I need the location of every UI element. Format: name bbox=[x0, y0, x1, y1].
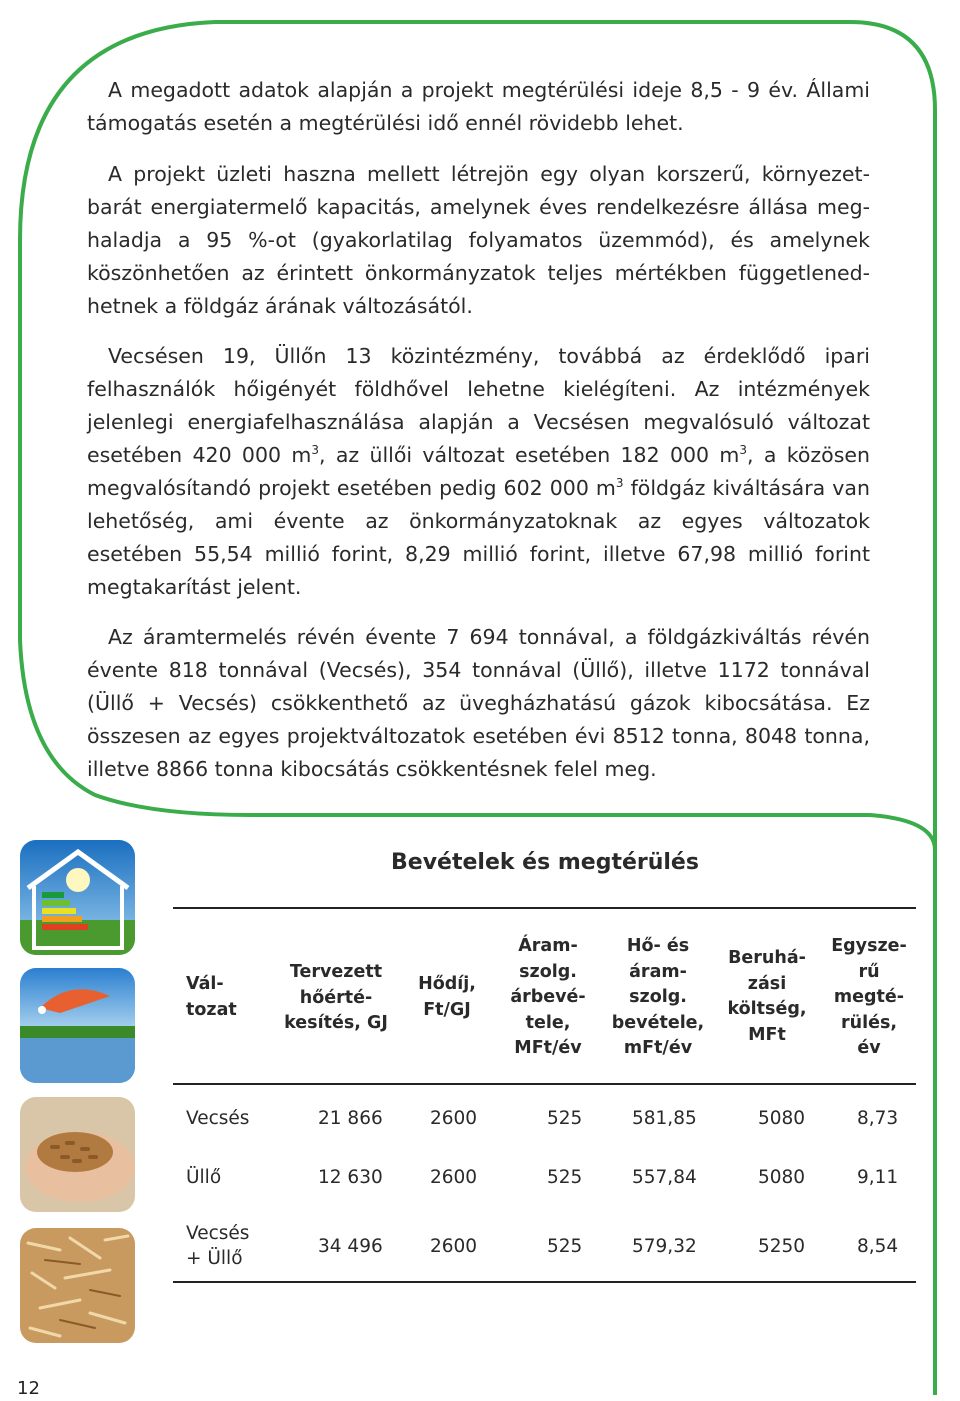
text-line: Az áramtermelés révén évente 7 694 tonnával, a földgázkiváltás révén bbox=[108, 625, 870, 649]
table-cell: 525 bbox=[547, 1167, 583, 1188]
table-cell: 557,84 bbox=[632, 1167, 697, 1188]
table-cell: 8,54 bbox=[857, 1236, 899, 1257]
table-cell: 2600 bbox=[430, 1236, 478, 1257]
table-cell: 5080 bbox=[758, 1167, 806, 1188]
table-header-rule bbox=[173, 1083, 916, 1085]
text-line: A projekt üzleti haszna mellett létrejön egy olyan korszerű, környezet- bbox=[108, 162, 870, 186]
text-line bbox=[87, 472, 870, 505]
page-number: 12 bbox=[17, 1378, 40, 1399]
text-line: A megadott adatok alapján a projekt megtérülési ideje 8,5 - 9 év. Állami bbox=[108, 78, 870, 102]
text-line: Vecsésen 19, Üllőn 13 közintézmény, továbbá az érdeklődő ipari bbox=[108, 344, 870, 368]
paragraph-benefits bbox=[87, 158, 870, 323]
col-header-variant: Vál- tozat bbox=[186, 974, 237, 1020]
superscript: 3 bbox=[739, 443, 748, 458]
text-line: köszönhetően az érintett önkormányzatok teljes mértékben függetlened- bbox=[87, 261, 870, 285]
col-header-planned-heat: Tervezett hőérté- kesítés, GJ bbox=[284, 962, 388, 1033]
text-fragment: földgáz kiváltására van bbox=[623, 476, 870, 500]
col-header-investment-cost: Beruhá- zási költség, MFt bbox=[727, 948, 807, 1045]
table-row-ullo-variant: Üllő bbox=[186, 1167, 222, 1188]
text-line: lehetőség, ami évente az önkormányzatoknak az egyes változatok bbox=[87, 509, 870, 533]
text-fragment: , a közösen bbox=[747, 443, 870, 467]
table-cell: 5250 bbox=[758, 1236, 806, 1257]
table-cell: 2600 bbox=[430, 1108, 478, 1129]
table-cell: 579,32 bbox=[632, 1236, 697, 1257]
text-line: hetnek a földgáz árának változásától. bbox=[87, 294, 473, 318]
table-cell: 21 866 bbox=[318, 1108, 383, 1129]
text-line bbox=[87, 439, 870, 472]
text-line: jelenlegi energiafelhasználása alapján a Vecsésen megvalósuló változat bbox=[87, 410, 870, 434]
paragraph-emissions bbox=[87, 621, 870, 786]
table-cell: 8,73 bbox=[857, 1108, 899, 1129]
text-line: illetve 8866 tonna kibocsátás csökkentésnek felel meg. bbox=[87, 757, 657, 781]
text-fragment: megvalósítandó projekt esetében pedig 602 000 m bbox=[87, 476, 616, 500]
text-line: támogatás esetén a megtérülési idő ennél rövidebb lehet. bbox=[87, 111, 684, 135]
table-title: Bevételek és megtérülés bbox=[391, 850, 699, 875]
table-row-vecses-variant: Vecsés bbox=[186, 1108, 250, 1129]
text-line: megtakarítást jelent. bbox=[87, 575, 302, 599]
superscript: 3 bbox=[615, 476, 624, 491]
table-cell: 12 630 bbox=[318, 1167, 383, 1188]
table-top-rule bbox=[173, 907, 916, 909]
text-line: (Üllő + Vecsés) csökkenthető az üvegházhatású gázok kibocsátása. Ez bbox=[87, 691, 870, 715]
table-row-combined-variant: Vecsés + Üllő bbox=[186, 1223, 250, 1269]
text-line: évente 818 tonnával (Vecsés), 354 tonnával (Üllő), illetve 1172 tonnával bbox=[87, 658, 870, 682]
col-header-electricity-revenue: Áram- szolg. árbevé- tele, MFt/év bbox=[510, 936, 586, 1058]
superscript: 3 bbox=[311, 443, 319, 458]
table-cell: 581,85 bbox=[632, 1108, 697, 1129]
table-cell: 5080 bbox=[758, 1108, 806, 1129]
text-fragment: , az üllői változat esetében 182 000 m bbox=[318, 443, 740, 467]
energy-house-image bbox=[20, 840, 135, 955]
col-header-payback: Egysze- rű megté- rülés, év bbox=[831, 936, 907, 1058]
wood-pellets-image bbox=[20, 1097, 135, 1212]
text-line: esetében 55,54 millió forint, 8,29 millió forint, illetve 67,98 millió forint bbox=[87, 542, 870, 566]
nature-water-image bbox=[20, 968, 135, 1083]
col-header-heat-price: Hődíj, Ft/GJ bbox=[418, 974, 476, 1020]
text-line: összesen az egyes projektváltozatok esetében évi 8512 tonna, 8048 tonna, bbox=[87, 724, 870, 748]
paragraph-heat-use bbox=[87, 340, 870, 604]
text-line: felhasználók hőigényét földhővel lehetne kielégíteni. Az intézmények bbox=[87, 377, 870, 401]
table-cell: 525 bbox=[547, 1108, 583, 1129]
table-cell: 525 bbox=[547, 1236, 583, 1257]
wood-chips-image bbox=[20, 1228, 135, 1343]
text-line: barát energiatermelő kapacitás, amelynek éves rendelkezésre állása meg- bbox=[87, 195, 870, 219]
text-line: haladja a 95 %-ot (gyakorlatilag folyamatos üzemmód), és amelynek bbox=[87, 228, 870, 252]
table-bottom-rule bbox=[173, 1281, 916, 1283]
table-cell: 34 496 bbox=[318, 1236, 383, 1257]
paragraph-payback bbox=[87, 74, 870, 140]
table-cell: 9,11 bbox=[857, 1167, 899, 1188]
table-cell: 2600 bbox=[430, 1167, 478, 1188]
col-header-heat-electricity-revenue: Hő- és áram- szolg. bevétele, mFt/év bbox=[611, 936, 705, 1058]
text-fragment: esetében 420 000 m bbox=[87, 443, 312, 467]
